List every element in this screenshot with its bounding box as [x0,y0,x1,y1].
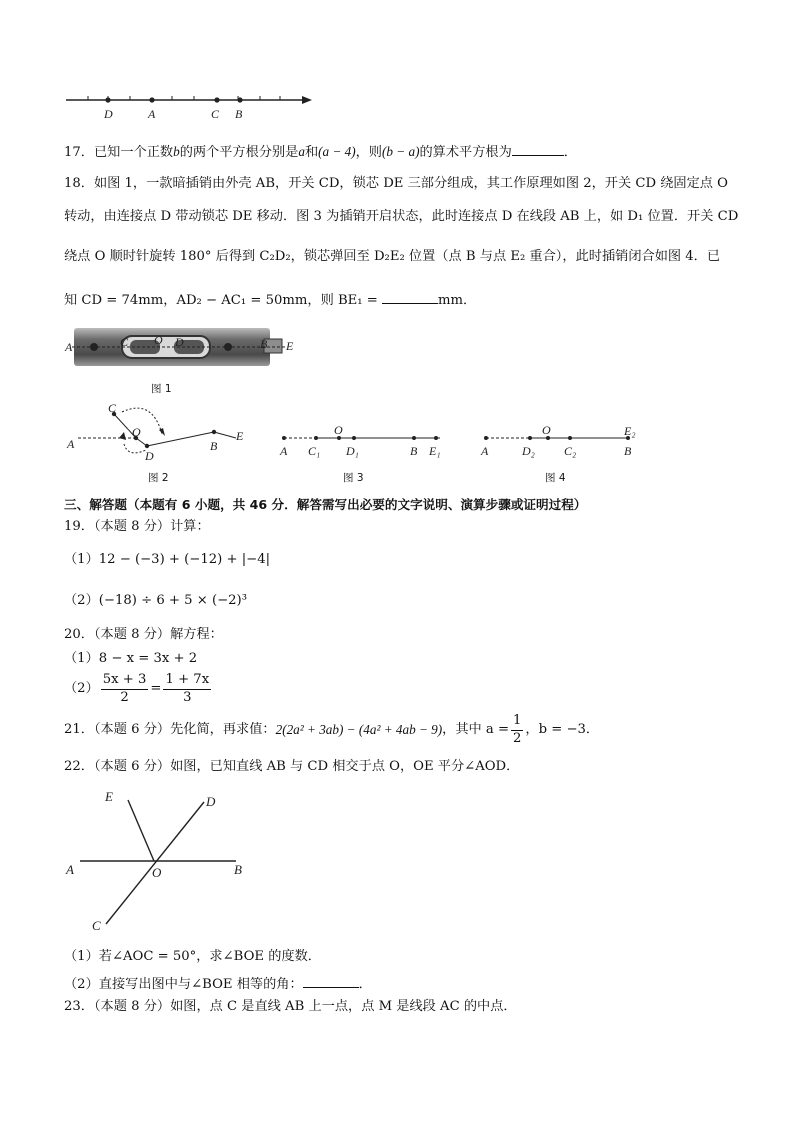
fig1-label-d: D [175,335,184,349]
fig1-label-c: C [120,335,129,349]
fig3-label-b: B [410,444,418,458]
question-23-head: 23．（本题 8 分）如图，点 C 是直线 AB 上一点，点 M 是线段 AC 的中点． [64,999,517,1014]
figure-3-diagram [272,424,452,458]
fig2-label-c: C [108,401,117,415]
fraction-right: $\frac{1 + 7x}{3}$ [165,672,210,705]
fig2-label-o: O [132,425,141,439]
fig1-label-b: B [260,337,268,351]
fig2-caption: 图 2 [148,472,169,484]
fig22-label-b: B [234,862,242,877]
fig1-label-a: A [65,340,73,354]
question-17: 17．已知一个正数b的两个平方根分别是a和(a − 4)，则(b − a)的算术平方根为 ． [64,144,577,160]
fig3-label-d1: D₁ [346,444,359,458]
fig22-label-d: D [206,794,216,809]
numberline-label-c: C [211,107,220,121]
fig4-label-c2: C₂ [564,444,577,458]
fraction-a-value: $\frac{1}{2}$ [513,713,522,746]
fig4-label-d2: D₂ [522,444,535,458]
question-21: 21．（本题 6 分）先化简，再求值： 2(2a² + 3ab) − (4a² + 4ab − 9) ，其中 a = $\frac{1}{2}$ ，b = −3． [64,713,600,746]
number-line [60,88,320,122]
section-3-heading: 三、解答题（本题有 6 小题，共 46 分．解答需写出必要的文字说明、演算步骤或证明过程） [64,497,587,512]
fig22-label-a: A [66,862,74,877]
fig4-caption: 图 4 [545,472,566,484]
fig3-label-a: A [280,444,288,458]
question-22-head: 22．（本题 6 分）如图，已知直线 AB 与 CD 相交于点 O，OE 平分∠AOD． [64,759,520,774]
figure-2-diagram [64,400,264,462]
fig1-label-o: O [154,333,163,347]
question-18-line1: 18．如图 1，一款暗插销由外壳 AB，开关 CD，锁芯 DE 三部分组成，其工作原理如图 2，开关 CD 绕固定点 O [64,176,728,191]
question-19-part2: （2）(−18) ÷ 6 + 5 × (−2)³ [64,593,247,608]
intersecting-lines-figure [60,784,260,934]
answer-blank-22[interactable] [303,975,359,988]
fig3-label-o: O [334,424,343,437]
question-22-part2: （2）直接写出图中与∠BOE 相等的角： ． [64,977,372,992]
fig4-label-e2: E₂ [624,424,636,438]
question-19-head: 19．（本题 8 分）计算： [64,519,210,534]
question-20-part1: （1）8 − x = 3x + 2 [64,651,198,666]
fig1-label-e: E [286,339,294,353]
fig2-label-d: D [145,449,154,462]
answer-blank-18[interactable] [382,291,438,304]
numberline-label-d: D [104,107,113,121]
figure-4-diagram [474,424,654,458]
fig22-label-c: C [92,918,101,933]
question-18-line3: 绕点 O 顺时针旋转 180° 后得到 C₂D₂，锁芯弹回至 D₂E₂ 位置（点 B 与点 E₂ 重合），此时插销闭合如图 4．已 [64,249,721,264]
fig3-label-c1: C₁ [308,444,321,458]
fig4-label-a: A [481,444,489,458]
fig22-label-e: E [105,789,113,804]
question-20-head: 20．（本题 8 分）解方程： [64,627,223,642]
fig2-label-e: E [236,429,244,443]
fraction-left: $\frac{5x + 3}{2}$ [102,672,147,705]
fig2-label-a: A [67,437,75,451]
fig3-label-e1: E₁ [429,444,441,458]
fig4-label-b: B [624,444,632,458]
fig4-label-o: O [542,424,551,437]
fig1-caption: 图 1 [151,383,172,395]
answer-blank-17[interactable] [512,143,564,156]
fig2-label-b: B [210,439,218,453]
question-18-line2: 转动，由连接点 D 带动锁芯 DE 移动．图 3 为插销开启状态，此时连接点 D 在线段 AB 上，如 D₁ 位置．开关 CD [64,209,739,224]
latch-photo-figure [64,322,304,374]
question-18-line4: 知 CD = 74mm，AD₂ − AC₁ = 50mm，则 BE₁ = mm． [64,293,477,308]
numberline-label-b: B [235,107,243,121]
numberline-label-a: A [148,107,156,121]
question-22-part1: （1）若∠AOC = 50°，求∠BOE 的度数． [64,949,321,964]
question-20-part2: （2） $\frac{5x + 3}{2}$ = $\frac{1 + 7x}{3}$ [64,672,210,705]
fig3-caption: 图 3 [343,472,364,484]
question-19-part1: （1）12 − (−3) + (−12) + |−4| [64,552,271,567]
fig22-label-o: O [152,865,162,880]
